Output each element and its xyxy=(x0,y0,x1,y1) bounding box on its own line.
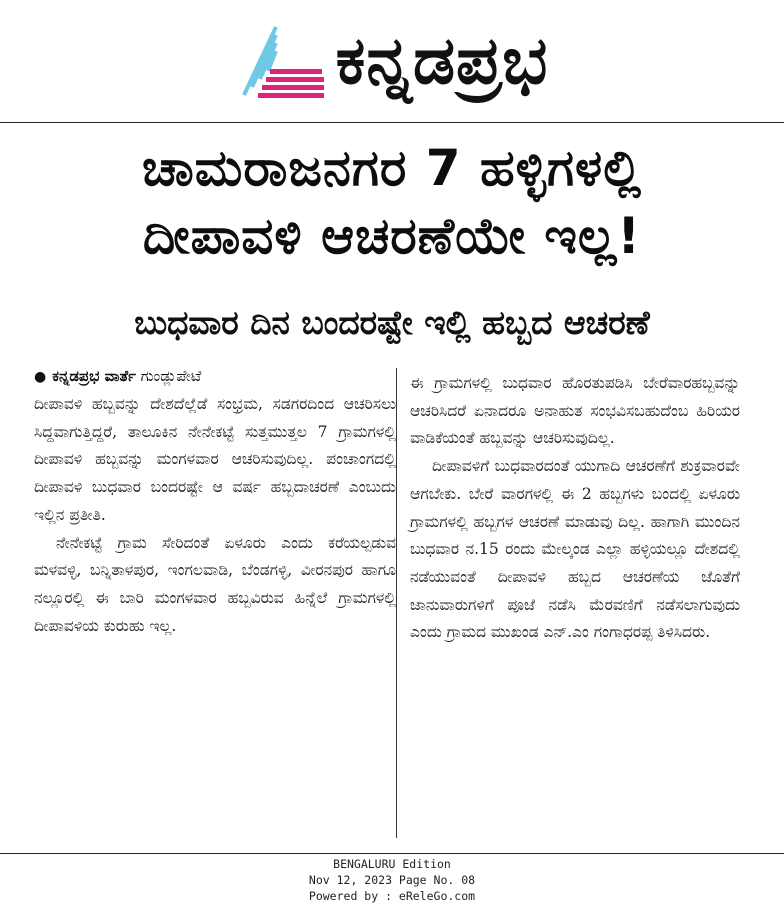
column-divider xyxy=(396,368,397,838)
paragraph: ನೇನೇಕಟ್ಟೆ ಗ್ರಾಮ ಸೇರಿದಂತೆ ಏಳೂರು ಎಂದು ಕರೆಯಲ್ಪಡುವ ಮಳವಳ್ಳಿ, ಬನ್ನಿತಾಳಪುರ, ಇಂಗಲವಾಡಿ, ಬೆಂಡಗಳ್ಳಿ, ವೀರನಪುರ ಹಾಗೂ ನಲ್ಲೂರಲ್ಲಿ ಈ ಬಾರಿ ಮಂಗಳವಾರ ಹಬ್ಬವಿರುವ ಹಿನ್ನೆಲೆ ಗ್ರಾಮಗಳಲ್ಲಿ ದೀಪಾವಳಿಯ ಕುರುಹು ಇಲ್ಲ. xyxy=(34,533,396,635)
footer xyxy=(0,856,784,904)
paragraph: ದೀಪಾವಳಿ ಹಬ್ಬವನ್ನು ದೇಶದೆಲ್ಲೆಡೆ ಸಂಭ್ರಮ, ಸಡಗರದಿಂದ ಆಚರಿಸಲು ಸಿದ್ದವಾಗುತ್ತಿದ್ದರೆ, ತಾಲೂಕಿನ ನೇನೇಕಟ್ಟೆ ಸುತ್ತಮುತ್ತಲ 7 ಗ್ರಾಮಗಳಲ್ಲಿ ದೀಪಾವಳಿ ಹಬ್ಬವನ್ನು ಮಂಗಳವಾರ ಆಚರಿಸುವುದಿಲ್ಲ. ಪಂಚಾಂಗದಲ್ಲಿ ದೀಪಾವಳಿ ಬುಧವಾರ ಬಂದರಷ್ಟೇ ಆ ವರ್ಷ ಹಬ್ಬದಾಚರಣೆ ಎಂಬುದು ಇಲ್ಲಿನ ಪ್ರತೀತಿ. xyxy=(34,395,396,524)
article-column-right xyxy=(410,370,740,647)
powered-by-link[interactable]: Powered by : eReleGo.com xyxy=(308,889,476,903)
article-column-left xyxy=(34,362,396,640)
stacked-triangle-logo-icon xyxy=(236,21,328,101)
masthead-divider xyxy=(0,122,784,123)
paragraph: ದೀಪಾವಳಿಗೆ ಬುಧವಾರದಂತೆ ಯುಗಾದಿ ಆಚರಣೆಗೆ ಶುಕ್ರವಾರವೇ ಆಗಬೇಕು. ಬೇರೆ ವಾರಗಳಲ್ಲಿ ಈ 2 ಹಬ್ಬಗಳು ಬಂದಲ್ಲಿ ಏಳೂರು ಗ್ರಾಮಗಳಲ್ಲಿ ಹಬ್ಬಗಳ ಆಚರಣೆ ಮಾಡುವು ದಿಲ್ಲ. ಹಾಗಾಗಿ ಮುಂದಿನ ಬುಧವಾರ ನ.15 ರಂದು ಮೇಲ್ಕಂಡ ಎಲ್ಲಾ ಹಳ್ಳಿಯಲ್ಲೂ ದೇಶದಲ್ಲಿ ನಡೆಯುವಂತೆ ದೀಪಾವಳಿ ಹಬ್ಬದ ಆಚರಣೆಯ ಜೊತೆಗೆ ಜಾನುವಾರುಗಳಿಗೆ ಪೂಜೆ ನಡೆಸಿ ಮೆರವಣಿಗೆ ನಡೆಸಲಾಗುವುದು ಎಂದು ಗ್ರಾಮದ ಮುಖಂಡ ಎನ್.ಎಂ ಗಂಗಾಧರಪ್ಪ ತಿಳಿಸಿದರು. xyxy=(410,457,740,642)
masthead xyxy=(0,0,784,122)
headline-line-1: ಚಾಮರಾಜನಗರ 7 ಹಳ್ಳಿಗಳಲ್ಲಿ xyxy=(141,139,642,197)
date-page-label: Nov 12, 2023 Page No. 08 xyxy=(308,873,476,887)
headline xyxy=(20,134,764,270)
footer-divider xyxy=(0,853,784,854)
bullet-icon: ● xyxy=(34,369,47,385)
byline-source: ಕನ್ನಡಪ್ರಭ ವಾರ್ತೆ xyxy=(52,367,136,385)
byline xyxy=(34,362,396,391)
subheadline: ಬುಧವಾರ ದಿನ ಬಂದರಷ್ಟೇ ಇಲ್ಲಿ ಹಬ್ಬದ ಆಚರಣೆ xyxy=(134,303,650,342)
edition-label: BENGALURU Edition xyxy=(333,857,451,871)
byline-place: ಗುಂಡ್ಲುಪೇಟೆ xyxy=(140,367,202,385)
headline-line-2: ದೀಪಾವಳಿ ಆಚರಣೆಯೇ ಇಲ್ಲ! xyxy=(142,207,642,265)
paragraph: ಈ ಗ್ರಾಮಗಳಲ್ಲಿ ಬುಧವಾರ ಹೊರತುಪಡಿಸಿ ಬೇರೆವಾರಹಬ್ಬವನ್ನು ಆಚರಿಸಿದರೆ ಏನಾದರೂ ಅನಾಹುತ ಸಂಭವಿಸಬಹುದೆಂಬ ಹಿರಿಯರ ವಾಡಿಕೆಯಂತೆ ಹಬ್ಬವನ್ನು ಆಚರಿಸುವುದಿಲ್ಲ. xyxy=(410,374,740,448)
masthead-name: ಕನ್ನಡಪ್ರಭ xyxy=(335,21,549,99)
